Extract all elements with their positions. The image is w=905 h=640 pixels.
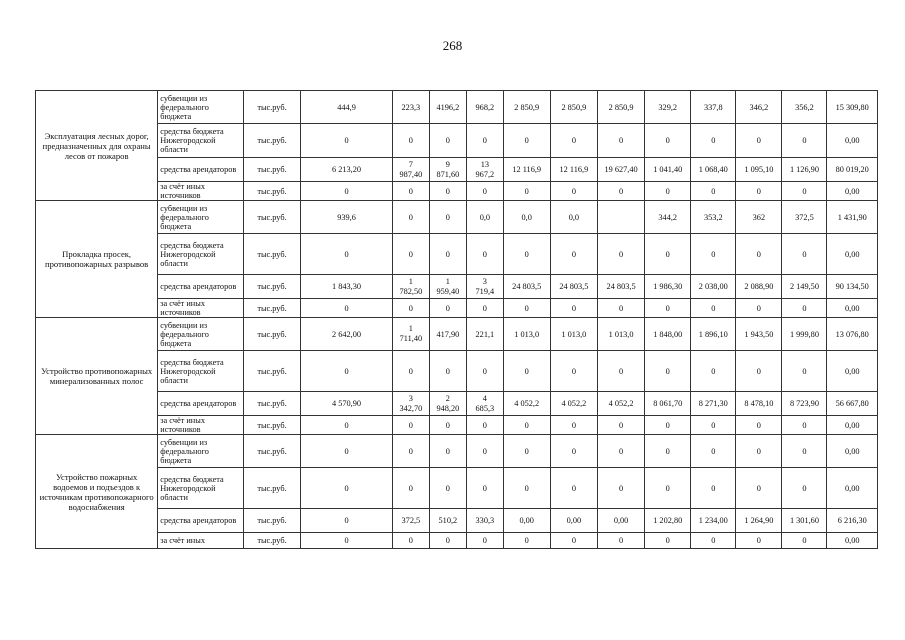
value-cell: 0,0 <box>550 201 597 234</box>
value-cell: 4 570,90 <box>300 392 392 416</box>
unit-cell: тыс.руб. <box>244 509 301 533</box>
funding-source-cell: средства арендаторов <box>158 392 244 416</box>
page-number: 268 <box>442 38 463 53</box>
value-cell: 0 <box>467 468 503 509</box>
value-cell: 0 <box>645 299 691 318</box>
value-cell: 0 <box>736 182 782 201</box>
value-cell: 0 <box>645 124 691 158</box>
unit-cell: тыс.руб. <box>244 299 301 318</box>
value-cell: 9 871,60 <box>429 158 467 182</box>
total-cell: 0,00 <box>827 182 878 201</box>
activity-cell: Эксплуатация лесных дорог, предназначенных для охраны лесов от пожаров <box>36 91 158 201</box>
table-row <box>36 275 878 299</box>
value-cell: 0 <box>467 299 503 318</box>
value-cell: 0,00 <box>597 509 644 533</box>
value-cell: 1 711,40 <box>393 318 429 351</box>
funding-source-cell: субвенции из федерального бюджета <box>158 318 244 351</box>
value-cell: 0 <box>429 182 467 201</box>
value-cell: 0 <box>736 351 782 392</box>
unit-cell: тыс.руб. <box>244 182 301 201</box>
value-cell: 0 <box>736 533 782 549</box>
funding-source-cell: субвенции из федерального бюджета <box>158 435 244 468</box>
unit-cell: тыс.руб. <box>244 124 301 158</box>
value-cell: 0 <box>645 416 691 435</box>
value-cell: 4 052,2 <box>597 392 644 416</box>
value-cell: 356,2 <box>782 91 827 124</box>
value-cell: 0 <box>300 416 392 435</box>
value-cell: 2 850,9 <box>597 91 644 124</box>
value-cell: 0 <box>503 124 550 158</box>
value-cell: 372,5 <box>782 201 827 234</box>
table-row <box>36 91 878 124</box>
funding-source-cell: средства бюджета Нижегородской области <box>158 468 244 509</box>
value-cell: 1 013,0 <box>597 318 644 351</box>
value-cell: 353,2 <box>691 201 736 234</box>
value-cell: 1 095,10 <box>736 158 782 182</box>
value-cell: 0 <box>393 435 429 468</box>
total-cell: 1 431,90 <box>827 201 878 234</box>
unit-cell: тыс.руб. <box>244 275 301 299</box>
value-cell: 0 <box>503 182 550 201</box>
total-cell: 0,00 <box>827 533 878 549</box>
value-cell: 4 052,2 <box>550 392 597 416</box>
value-cell: 0 <box>503 234 550 275</box>
total-cell: 0,00 <box>827 299 878 318</box>
value-cell: 12 116,9 <box>503 158 550 182</box>
value-cell: 223,3 <box>393 91 429 124</box>
value-cell: 0 <box>691 299 736 318</box>
total-cell: 0,00 <box>827 124 878 158</box>
value-cell: 0 <box>300 234 392 275</box>
funding-source-cell: субвенции из федерального бюджета <box>158 201 244 234</box>
unit-cell: тыс.руб. <box>244 91 301 124</box>
value-cell: 939,6 <box>300 201 392 234</box>
value-cell: 0 <box>691 182 736 201</box>
value-cell: 24 803,5 <box>597 275 644 299</box>
value-cell: 0 <box>300 509 392 533</box>
activity-cell: Устройство противопожарных минерализованных полос <box>36 318 158 435</box>
value-cell: 0 <box>597 124 644 158</box>
table-row <box>36 182 878 201</box>
value-cell: 2 642,00 <box>300 318 392 351</box>
total-cell: 0,00 <box>827 416 878 435</box>
total-cell: 0,00 <box>827 435 878 468</box>
value-cell: 0 <box>300 299 392 318</box>
value-cell: 0 <box>782 124 827 158</box>
value-cell: 1 943,50 <box>736 318 782 351</box>
value-cell: 0 <box>393 351 429 392</box>
total-cell: 0,00 <box>827 351 878 392</box>
value-cell: 3 342,70 <box>393 392 429 416</box>
value-cell: 0 <box>550 533 597 549</box>
value-cell: 0 <box>597 351 644 392</box>
value-cell: 0 <box>393 201 429 234</box>
funding-source-cell: за счёт иных источников <box>158 299 244 318</box>
value-cell: 0,0 <box>467 201 503 234</box>
table-row <box>36 533 878 549</box>
value-cell: 2 038,00 <box>691 275 736 299</box>
unit-cell: тыс.руб. <box>244 201 301 234</box>
value-cell: 0 <box>645 182 691 201</box>
value-cell: 0 <box>782 468 827 509</box>
total-cell: 0,00 <box>827 234 878 275</box>
value-cell: 0 <box>550 435 597 468</box>
value-cell: 1 013,0 <box>503 318 550 351</box>
value-cell: 0 <box>300 435 392 468</box>
value-cell: 0 <box>429 435 467 468</box>
value-cell: 344,2 <box>645 201 691 234</box>
unit-cell: тыс.руб. <box>244 468 301 509</box>
value-cell: 221,1 <box>467 318 503 351</box>
value-cell: 1 041,40 <box>645 158 691 182</box>
value-cell: 0 <box>467 435 503 468</box>
unit-cell: тыс.руб. <box>244 533 301 549</box>
value-cell: 0 <box>429 299 467 318</box>
value-cell: 0 <box>550 299 597 318</box>
table-row <box>36 124 878 158</box>
value-cell: 0 <box>550 124 597 158</box>
value-cell: 8 271,30 <box>691 392 736 416</box>
value-cell: 0 <box>300 124 392 158</box>
value-cell: 0 <box>645 351 691 392</box>
table-row <box>36 318 878 351</box>
table-body <box>36 91 878 549</box>
value-cell: 0 <box>597 234 644 275</box>
value-cell: 0 <box>429 416 467 435</box>
funding-source-cell: субвенции из федерального бюджета <box>158 91 244 124</box>
value-cell: 6 213,20 <box>300 158 392 182</box>
value-cell: 0 <box>782 182 827 201</box>
table-row <box>36 201 878 234</box>
value-cell: 0 <box>691 234 736 275</box>
value-cell: 4196,2 <box>429 91 467 124</box>
value-cell: 0 <box>300 351 392 392</box>
value-cell: 0 <box>550 468 597 509</box>
value-cell: 0 <box>597 182 644 201</box>
value-cell: 1 202,80 <box>645 509 691 533</box>
value-cell: 0 <box>467 124 503 158</box>
value-cell: 0 <box>736 124 782 158</box>
value-cell: 0 <box>467 533 503 549</box>
value-cell: 2 850,9 <box>503 91 550 124</box>
value-cell: 0 <box>503 416 550 435</box>
value-cell: 3 719,4 <box>467 275 503 299</box>
table-row <box>36 509 878 533</box>
value-cell: 0 <box>736 416 782 435</box>
value-cell: 1 896,10 <box>691 318 736 351</box>
value-cell: 8 723,90 <box>782 392 827 416</box>
value-cell: 0 <box>597 435 644 468</box>
value-cell: 0 <box>467 351 503 392</box>
value-cell: 0 <box>467 416 503 435</box>
value-cell: 0 <box>503 351 550 392</box>
value-cell: 0 <box>550 351 597 392</box>
funding-source-cell: средства арендаторов <box>158 275 244 299</box>
value-cell: 337,8 <box>691 91 736 124</box>
unit-cell: тыс.руб. <box>244 416 301 435</box>
value-cell: 0 <box>782 435 827 468</box>
value-cell: 0 <box>691 124 736 158</box>
value-cell: 2 850,9 <box>550 91 597 124</box>
value-cell: 0 <box>429 234 467 275</box>
value-cell: 0 <box>429 468 467 509</box>
value-cell: 0 <box>645 533 691 549</box>
value-cell: 0 <box>597 299 644 318</box>
value-cell: 4 685,3 <box>467 392 503 416</box>
value-cell: 0 <box>736 468 782 509</box>
table-row <box>36 416 878 435</box>
funding-source-cell: средства бюджета Нижегородской области <box>158 124 244 158</box>
value-cell: 0 <box>467 234 503 275</box>
value-cell: 0 <box>393 234 429 275</box>
value-cell: 0 <box>691 468 736 509</box>
value-cell: 0 <box>782 234 827 275</box>
value-cell: 0 <box>645 468 691 509</box>
unit-cell: тыс.руб. <box>244 318 301 351</box>
table-row <box>36 468 878 509</box>
value-cell: 2 149,50 <box>782 275 827 299</box>
value-cell: 0 <box>393 124 429 158</box>
value-cell: 1 782,50 <box>393 275 429 299</box>
value-cell: 0 <box>691 416 736 435</box>
value-cell: 1 986,30 <box>645 275 691 299</box>
value-cell: 346,2 <box>736 91 782 124</box>
value-cell: 372,5 <box>393 509 429 533</box>
funding-source-cell: за счёт иных источников <box>158 182 244 201</box>
value-cell: 0 <box>550 416 597 435</box>
funding-source-cell: за счёт иных источников <box>158 416 244 435</box>
value-cell: 329,2 <box>645 91 691 124</box>
value-cell: 2 088,90 <box>736 275 782 299</box>
value-cell: 0 <box>736 435 782 468</box>
funding-source-cell: средства бюджета Нижегородской области <box>158 351 244 392</box>
table-row <box>36 158 878 182</box>
value-cell: 0 <box>645 435 691 468</box>
value-cell: 0 <box>393 533 429 549</box>
value-cell: 0 <box>782 416 827 435</box>
value-cell: 0 <box>393 182 429 201</box>
activity-cell: Устройство пожарных водоемов и подъездов к источникам противопожарного водоснабжения <box>36 435 158 549</box>
value-cell: 0 <box>597 416 644 435</box>
total-cell: 6 216,30 <box>827 509 878 533</box>
unit-cell: тыс.руб. <box>244 234 301 275</box>
total-cell: 80 019,20 <box>827 158 878 182</box>
value-cell: 0 <box>429 533 467 549</box>
value-cell: 0 <box>550 182 597 201</box>
value-cell: 0 <box>467 182 503 201</box>
value-cell: 1 234,00 <box>691 509 736 533</box>
table-row <box>36 392 878 416</box>
value-cell: 417,90 <box>429 318 467 351</box>
value-cell: 4 052,2 <box>503 392 550 416</box>
value-cell: 7 987,40 <box>393 158 429 182</box>
activity-cell: Прокладка просек, противопожарных разрывов <box>36 201 158 318</box>
value-cell: 0 <box>300 468 392 509</box>
value-cell: 0 <box>597 468 644 509</box>
table-row <box>36 234 878 275</box>
value-cell: 0 <box>429 124 467 158</box>
value-cell: 13 967,2 <box>467 158 503 182</box>
table-row <box>36 299 878 318</box>
value-cell: 444,9 <box>300 91 392 124</box>
value-cell: 0 <box>503 533 550 549</box>
value-cell: 0 <box>550 234 597 275</box>
funding-source-cell: средства бюджета Нижегородской области <box>158 234 244 275</box>
value-cell: 1 301,60 <box>782 509 827 533</box>
total-cell: 13 076,80 <box>827 318 878 351</box>
value-cell: 0 <box>691 533 736 549</box>
value-cell: 1 126,90 <box>782 158 827 182</box>
value-cell: 0 <box>393 416 429 435</box>
value-cell: 1 013,0 <box>550 318 597 351</box>
financing-table <box>35 90 878 549</box>
value-cell: 362 <box>736 201 782 234</box>
value-cell: 12 116,9 <box>550 158 597 182</box>
value-cell: 1 848,00 <box>645 318 691 351</box>
value-cell: 24 803,5 <box>550 275 597 299</box>
total-cell: 15 309,80 <box>827 91 878 124</box>
value-cell: 0 <box>782 533 827 549</box>
value-cell: 0 <box>503 435 550 468</box>
value-cell: 1 843,30 <box>300 275 392 299</box>
value-cell: 0 <box>429 201 467 234</box>
value-cell: 0 <box>736 234 782 275</box>
value-cell: 19 627,40 <box>597 158 644 182</box>
value-cell: 0 <box>691 435 736 468</box>
funding-source-cell: за счёт иных <box>158 533 244 549</box>
unit-cell: тыс.руб. <box>244 158 301 182</box>
value-cell: 0 <box>300 182 392 201</box>
value-cell: 1 999,80 <box>782 318 827 351</box>
value-cell: 0 <box>503 299 550 318</box>
total-cell: 0,00 <box>827 468 878 509</box>
value-cell: 0 <box>782 299 827 318</box>
value-cell: 0 <box>736 299 782 318</box>
value-cell: 0 <box>429 351 467 392</box>
total-cell: 90 134,50 <box>827 275 878 299</box>
table-row <box>36 435 878 468</box>
value-cell: 0 <box>597 533 644 549</box>
value-cell: 2 948,20 <box>429 392 467 416</box>
value-cell <box>597 201 644 234</box>
value-cell: 8 478,10 <box>736 392 782 416</box>
value-cell: 1 959,40 <box>429 275 467 299</box>
value-cell: 0 <box>691 351 736 392</box>
value-cell: 968,2 <box>467 91 503 124</box>
unit-cell: тыс.руб. <box>244 351 301 392</box>
value-cell: 0 <box>300 533 392 549</box>
value-cell: 510,2 <box>429 509 467 533</box>
funding-source-cell: средства арендаторов <box>158 158 244 182</box>
value-cell: 0,0 <box>503 201 550 234</box>
table-row <box>36 351 878 392</box>
value-cell: 0 <box>393 299 429 318</box>
value-cell: 1 068,40 <box>691 158 736 182</box>
value-cell: 0,00 <box>503 509 550 533</box>
total-cell: 56 667,80 <box>827 392 878 416</box>
value-cell: 0 <box>782 351 827 392</box>
unit-cell: тыс.руб. <box>244 435 301 468</box>
value-cell: 0,00 <box>550 509 597 533</box>
value-cell: 1 264,90 <box>736 509 782 533</box>
funding-source-cell: средства арендаторов <box>158 509 244 533</box>
value-cell: 24 803,5 <box>503 275 550 299</box>
value-cell: 0 <box>503 468 550 509</box>
unit-cell: тыс.руб. <box>244 392 301 416</box>
value-cell: 0 <box>645 234 691 275</box>
value-cell: 0 <box>393 468 429 509</box>
value-cell: 330,3 <box>467 509 503 533</box>
value-cell: 8 061,70 <box>645 392 691 416</box>
